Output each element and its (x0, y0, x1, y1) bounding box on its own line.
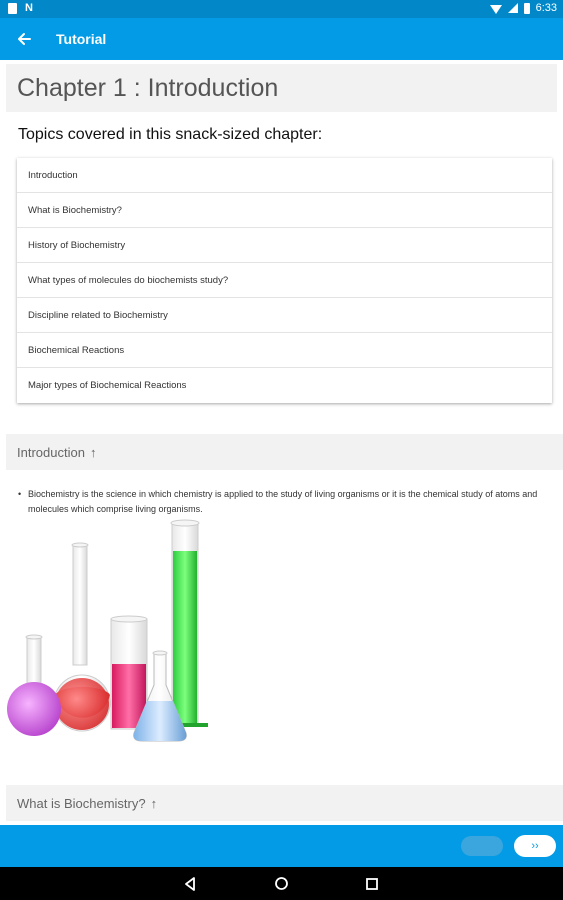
chapter-title: Chapter 1 : Introduction (17, 73, 279, 102)
next-button[interactable] (514, 835, 556, 857)
section-title: What is Biochemistry? (17, 795, 146, 811)
back-button[interactable] (0, 18, 48, 60)
topic-item-disciplines[interactable]: Discipline related to Biochemistry (17, 298, 552, 333)
battery-icon (524, 3, 530, 14)
paragraph-text: Biochemistry is the science in which chemistry is applied to the study of living organisms or it is the chemical study of atoms and molecules which comprise living organisms. (28, 489, 538, 514)
status-time: 6:33 (535, 2, 557, 14)
app-title: Tutorial (56, 31, 107, 47)
wifi-icon (490, 5, 502, 14)
scroll-content[interactable] (0, 60, 563, 825)
bottom-nav-bar (0, 825, 563, 867)
signal-icon (508, 3, 518, 13)
app-bar (0, 18, 563, 60)
status-bar (0, 0, 563, 18)
home-circle-icon[interactable] (274, 876, 289, 891)
topic-item-introduction[interactable]: Introduction (17, 158, 552, 193)
arrow-left-icon (17, 32, 31, 46)
topic-item-major-reaction-types[interactable]: Major types of Biochemical Reactions (28, 380, 187, 391)
n-notification-icon: N (25, 2, 33, 14)
arrow-up-icon[interactable]: ↑ (150, 795, 158, 811)
topic-item-biochemical-reactions[interactable]: Biochemical Reactions (17, 333, 552, 368)
topics-heading: Topics covered in this snack-sized chapter: (18, 126, 323, 143)
bullet: • (18, 489, 22, 499)
section-header-introduction[interactable] (6, 434, 563, 470)
notification-icon (8, 3, 17, 14)
chapter-header (6, 64, 557, 112)
topics-list (17, 158, 552, 403)
topic-item-molecule-types[interactable]: What types of molecules do biochemists study? (17, 263, 552, 298)
arrow-up-icon[interactable]: ↑ (89, 444, 97, 460)
recents-square-icon[interactable] (366, 878, 378, 890)
lab-glassware-illustration (0, 519, 230, 759)
topic-item-what-is-biochemistry[interactable]: What is Biochemistry? (17, 193, 552, 228)
system-nav-bar (0, 867, 563, 900)
double-chevron-right-icon: ›› (531, 840, 539, 852)
previous-button[interactable] (461, 836, 503, 856)
section-title: Introduction (17, 444, 85, 460)
section-header-what-is-biochemistry[interactable] (6, 785, 563, 821)
back-triangle-icon[interactable] (183, 877, 197, 891)
section-paragraph (18, 487, 545, 517)
topic-item-history[interactable]: History of Biochemistry (17, 228, 552, 263)
